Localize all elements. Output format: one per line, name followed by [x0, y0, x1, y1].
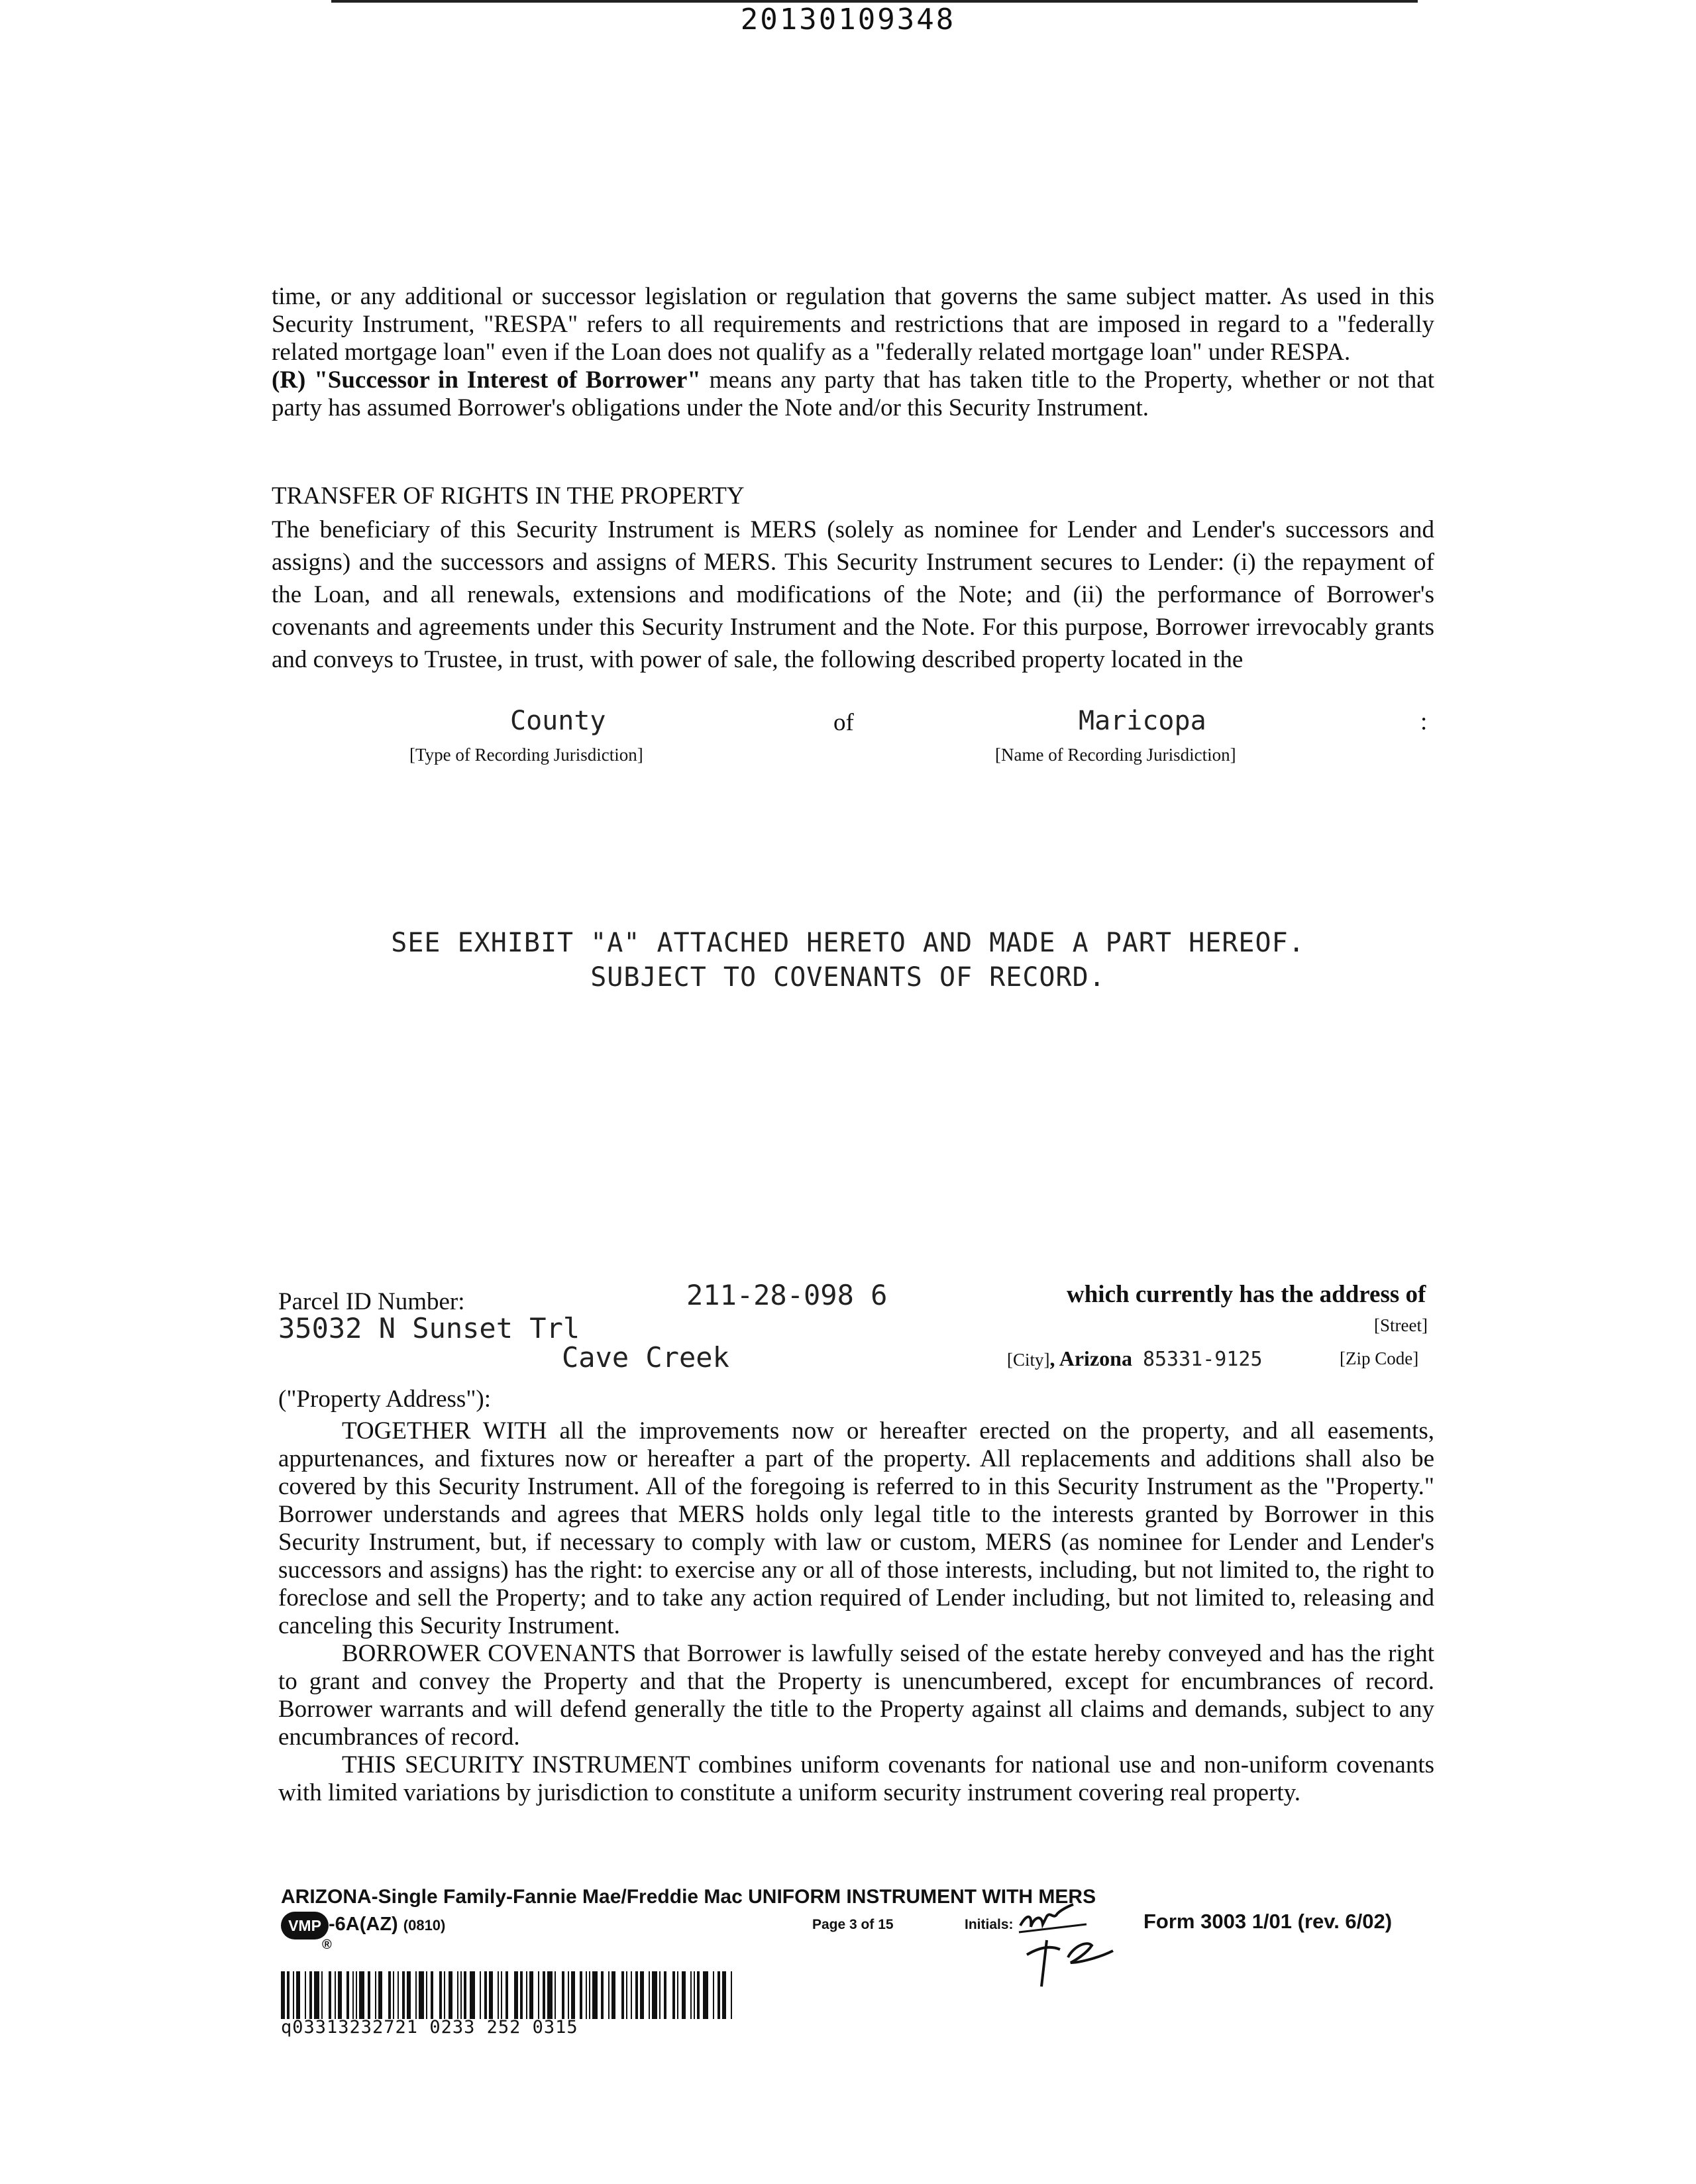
barcode-bar: [529, 1971, 533, 2019]
barcode-bar: [293, 1971, 294, 2019]
barcode-bar: [514, 1971, 518, 2019]
barcode-bar: [592, 1971, 598, 2019]
barcode-bar: [449, 1971, 452, 2019]
city-value: Cave Creek: [562, 1341, 729, 1374]
city-state-zip-line: [1007, 1346, 1263, 1371]
page-info: Page 3 of 15: [812, 1917, 894, 1932]
state-label: , Arizona: [1049, 1346, 1132, 1370]
barcode-bar: [484, 1971, 487, 2019]
barcode-bar: [329, 1971, 331, 2019]
barcode-bar: [555, 1971, 556, 2019]
exhibit-statement: [0, 926, 1696, 995]
barcode-bar: [335, 1971, 336, 2019]
street-caption: [Street]: [1374, 1315, 1428, 1335]
barcode-bar: [649, 1971, 650, 2019]
form-code-line: [329, 1914, 445, 1936]
city-caption: [City]: [1007, 1350, 1050, 1370]
successor-paragraph: [272, 366, 1434, 422]
barcode-bar: [697, 1971, 700, 2019]
barcode-bar: [694, 1971, 695, 2019]
parcel-label: Parcel ID Number:: [278, 1288, 465, 1315]
barcode-bar: [731, 1971, 732, 2019]
barcode-bar: [611, 1971, 615, 2019]
barcode-bar: [717, 1971, 720, 2019]
barcode-bar: [457, 1971, 458, 2019]
barcode-bar: [547, 1971, 553, 2019]
barcode-bar: [388, 1971, 391, 2019]
together-with-paragraph: TOGETHER WITH all the improvements now or hereafter erected on the property, and all easements, appurtenances, and fixtures now or hereafter a part of the property. All replacements and additions shall also be covered by this Security Instrument. All of the foregoing is referred to in this Security Instrument as the "Property." Borrower understands and agrees that MERS holds only legal title to the interests granted by Borrower in this Security Instrument, but, if necessary to comply with law or custom, MERS (as nominee for Lender and Lender's successors and assigns) has the right: to exercise any or all of those interests, including, but not limited to, the right to foreclose and sell the Property; and to take any action required of Lender including, but not limited to, releasing and canceling this Security Instrument.: [278, 1417, 1434, 1639]
barcode-bar: [346, 1971, 349, 2019]
address-intro: which currently has the address of: [1067, 1281, 1426, 1308]
barcode-bar: [635, 1971, 638, 2019]
barcode-bar: [368, 1971, 370, 2019]
registered-mark-icon: ®: [322, 1938, 332, 1952]
barcode-bar: [568, 1971, 569, 2019]
barcode-bar: [402, 1971, 405, 2019]
barcode-bar: [296, 1971, 300, 2019]
barcode-bar: [444, 1971, 445, 2019]
covenants-block: [278, 1417, 1434, 1807]
successor-term: (R) "Successor in Interest of Borrower": [272, 366, 701, 394]
handwritten-initials: [1007, 1894, 1153, 1993]
barcode-bar: [338, 1971, 342, 2019]
barcode-bar: [439, 1971, 442, 2019]
borrower-covenants-paragraph: BORROWER COVENANTS that Borrower is lawfully seised of the estate hereby conveyed and has the right to grant and convey the Property and that the Property is unencumbered, except for encumbrances of record. Borrower warrants and will defend generally the title to the Property against all claims and demands, subject to any encumbrances of record.: [278, 1640, 1434, 1751]
jurisdiction-name-caption: [Name of Recording Jurisdiction]: [995, 745, 1236, 765]
barcode-bar: [378, 1971, 382, 2019]
barcode-bar: [538, 1971, 539, 2019]
barcode-bar: [520, 1971, 523, 2019]
barcode-bar: [321, 1971, 323, 2019]
barcode-bar: [586, 1971, 587, 2019]
barcode-bar: [601, 1971, 604, 2019]
exhibit-line-2: SUBJECT TO COVENANTS OF RECORD.: [590, 962, 1106, 993]
barcode-bar: [287, 1971, 290, 2019]
form-title: ARIZONA-Single Family-Fannie Mae/Freddie Mac UNIFORM INSTRUMENT WITH MERS: [281, 1886, 1096, 1908]
barcode-bar: [314, 1971, 319, 2019]
barcode-bar: [690, 1971, 692, 2019]
barcode-bar: [426, 1971, 427, 2019]
jurisdiction-type-caption: [Type of Recording Jurisdiction]: [409, 745, 643, 765]
barcode-bar: [407, 1971, 411, 2019]
barcode-bar: [672, 1971, 675, 2019]
barcode-bar: [621, 1971, 624, 2019]
initials-label: Initials:: [965, 1917, 1014, 1932]
barcode-bar: [631, 1971, 632, 2019]
property-address-label: ("Property Address"):: [278, 1386, 492, 1413]
barcode-bar: [589, 1971, 590, 2019]
barcode-bar: [309, 1971, 312, 2019]
barcode-bar: [580, 1971, 582, 2019]
definitions-block: [272, 283, 1434, 422]
barcode-bar: [677, 1971, 678, 2019]
barcode-bar: [501, 1971, 502, 2019]
barcode: [281, 1971, 735, 2019]
barcode-bar: [398, 1971, 399, 2019]
barcode-bar: [543, 1971, 545, 2019]
barcode-bar: [419, 1971, 424, 2019]
barcode-bar: [626, 1971, 627, 2019]
barcode-bar: [652, 1971, 657, 2019]
form-code: -6A(AZ): [329, 1914, 398, 1935]
barcode-bar: [526, 1971, 527, 2019]
street-value: 35032 N Sunset Trl: [278, 1312, 580, 1344]
barcode-bar: [703, 1971, 708, 2019]
barcode-bar: [356, 1971, 357, 2019]
vmp-logo: VMP: [281, 1912, 329, 1939]
barcode-bar: [415, 1971, 417, 2019]
barcode-bar: [722, 1971, 726, 2019]
barcode-bar: [682, 1971, 686, 2019]
barcode-bar: [713, 1971, 714, 2019]
transfer-paragraph: The beneficiary of this Security Instrument is MERS (solely as nominee for Lender and Lender's successors and assigns) and the successors and assigns of MERS. This Security Instrument secures to Lender: (i) the repayment of the Loan, and all renewals, extensions and modifications of the Note; and (ii) the performance of Borrower's covenants and agreements under this Security Instrument and the Note. For this purpose, Borrower irrevocably grants and conveys to Trustee, in trust, with power of sale, the following described property located in the: [272, 516, 1434, 673]
barcode-bar: [571, 1971, 575, 2019]
parcel-number-value: 211-28-098 6: [686, 1279, 888, 1311]
barcode-bar: [659, 1971, 661, 2019]
barcode-bar: [281, 1971, 285, 2019]
barcode-bar: [375, 1971, 376, 2019]
respa-paragraph: time, or any additional or successor legislation or regulation that governs the same subject matter. As used in this Security Instrument, "RESPA" refers to all requirements and restrictions that are imposed in regard to a "federally related mortgage loan" even if the Loan does not qualify as a "federally related mortgage loan" under RESPA.: [272, 283, 1434, 366]
barcode-bar: [352, 1971, 354, 2019]
barcode-bar: [498, 1971, 499, 2019]
security-instrument-paragraph: THIS SECURITY INSTRUMENT combines uniform covenants for national use and non-uniform covenants with limited variations by jurisdiction to constitute a uniform security instrument covering real property.: [278, 1751, 1434, 1806]
barcode-bar: [608, 1971, 610, 2019]
form-code-date: (0810): [403, 1917, 446, 1934]
jurisdiction-colon: :: [1420, 708, 1428, 736]
successor-definition: means any party that has taken title to the Property, whether or not that party has assumed Borrower's obligations under the Note and/or this Security Instrument.: [272, 366, 1434, 421]
jurisdiction-type-value: County: [510, 706, 606, 736]
jurisdiction-of-word: of: [833, 709, 854, 736]
barcode-bar: [562, 1971, 564, 2019]
barcode-bar: [305, 1971, 306, 2019]
exhibit-line-1: SEE EXHIBIT "A" ATTACHED HERETO AND MADE A PART HEREOF.: [391, 928, 1305, 958]
zip-value: 85331-9125: [1142, 1348, 1263, 1371]
barcode-bar: [460, 1971, 462, 2019]
barcode-bar: [470, 1971, 475, 2019]
zip-caption: [Zip Code]: [1340, 1348, 1419, 1368]
barcode-number: q03313232721 0233 252 0315: [281, 2017, 578, 2038]
barcode-bar: [431, 1971, 433, 2019]
barcode-bar: [640, 1971, 644, 2019]
transfer-heading: TRANSFER OF RIGHTS IN THE PROPERTY: [272, 482, 745, 510]
barcode-bar: [464, 1971, 466, 2019]
barcode-bar: [489, 1971, 493, 2019]
barcode-bar: [393, 1971, 394, 2019]
form-number: Form 3003 1/01 (rev. 6/02): [1143, 1910, 1393, 1933]
barcode-bar: [480, 1971, 481, 2019]
recording-number: 20130109348: [740, 3, 956, 36]
jurisdiction-name-value: Maricopa: [1079, 706, 1206, 736]
barcode-bar: [359, 1971, 364, 2019]
barcode-bar: [505, 1971, 508, 2019]
barcode-bar: [664, 1971, 666, 2019]
